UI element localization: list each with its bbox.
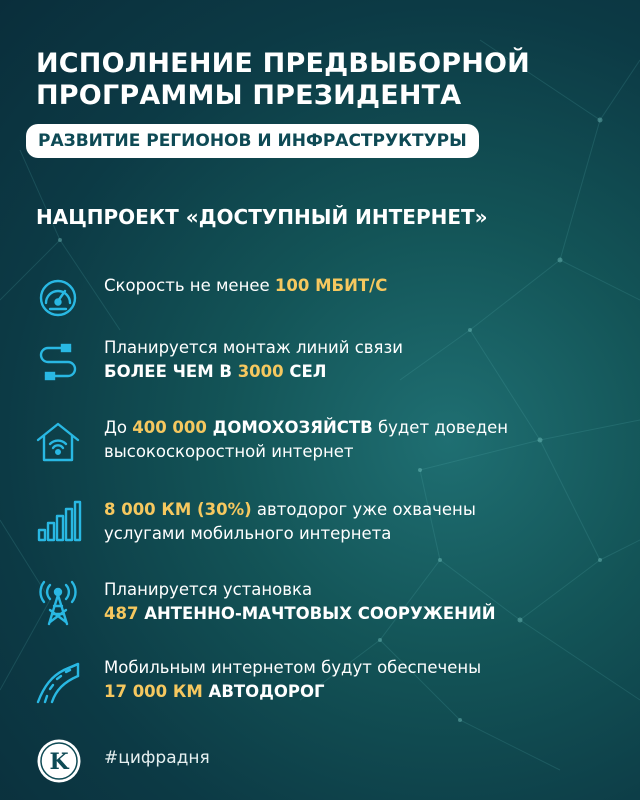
item-text: Мобильным интернетом будут обеспечены xyxy=(104,658,482,677)
item-text: услугами мобильного интернета xyxy=(104,524,392,543)
subtitle-badge: РАЗВИТИЕ РЕГИОНОВ И ИНФРАСТРУКТУРЫ xyxy=(26,124,479,158)
item-highlight: 17 000 КМ xyxy=(104,682,203,701)
signal-bars-icon xyxy=(34,498,82,546)
item-bold: АНТЕННО-МАЧТОВЫХ СООРУЖЕНИЙ xyxy=(138,604,496,623)
hashtag: #цифрадня xyxy=(104,748,210,768)
road-icon xyxy=(34,658,82,706)
item-text: До xyxy=(104,418,133,437)
item-highlight: 487 xyxy=(104,604,139,623)
page-title: ИСПОЛНЕНИЕ ПРЕДВЫБОРНОЙ ПРОГРАММЫ ПРЕЗИДЕНТА xyxy=(36,48,530,111)
item-text: будет доведен xyxy=(372,418,509,437)
item-highlight: 400 000 xyxy=(132,418,207,437)
item-text: Планируется монтаж линий связи xyxy=(104,338,403,357)
item-bold: ДОМОХОЗЯЙСТВ xyxy=(206,418,373,437)
item-highlight: 3000 xyxy=(237,362,284,381)
speedometer-icon xyxy=(34,274,82,322)
list-item xyxy=(0,272,640,336)
antenna-tower-icon xyxy=(34,580,82,628)
item-bold: АВТОДОРОГ xyxy=(202,682,325,701)
item-bold: СЕЛ xyxy=(283,362,327,381)
item-text: Скорость не менее xyxy=(104,276,275,295)
item-text: Планируется установка xyxy=(104,580,313,599)
list-item xyxy=(0,338,640,402)
item-highlight: 8 000 КМ (30%) xyxy=(104,500,252,519)
item-highlight: 100 МБИТ/С xyxy=(274,276,388,295)
list-item xyxy=(0,496,640,560)
logo-letter: K xyxy=(49,749,69,775)
list-item xyxy=(0,578,640,642)
cable-icon xyxy=(34,340,82,388)
list-item xyxy=(0,656,640,720)
item-text: автодорог уже охвачены xyxy=(251,500,476,519)
home-wifi-icon xyxy=(34,418,82,466)
item-text: высокоскоростной интернет xyxy=(104,442,354,461)
logo xyxy=(36,738,82,784)
section-title: НАЦПРОЕКТ «ДОСТУПНЫЙ ИНТЕРНЕТ» xyxy=(36,205,488,229)
list-item xyxy=(0,416,640,480)
item-bold: БОЛЕЕ ЧЕМ В xyxy=(104,362,238,381)
